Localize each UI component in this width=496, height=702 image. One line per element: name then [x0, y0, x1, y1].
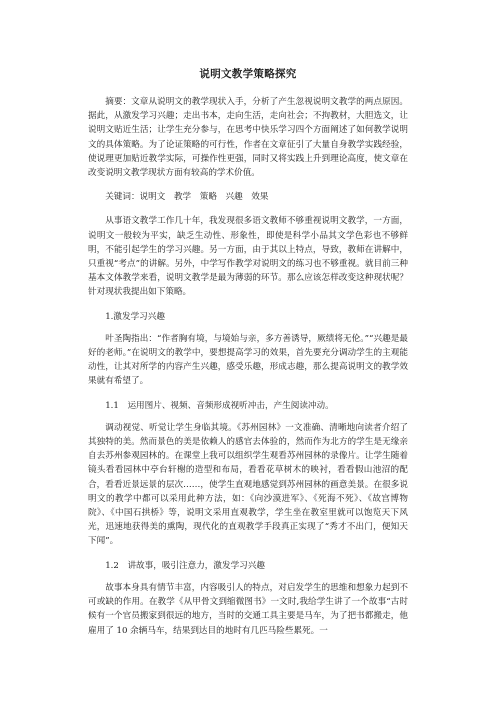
- section-heading-1: 1.激发学习兴趣: [105, 311, 165, 322]
- section-heading-1-1: 1.1 运用图片、视频、音频形成视听冲击，产生阅读冲动。: [105, 400, 334, 411]
- document-title: 说明文教学策略探究: [199, 68, 297, 80]
- body-paragraph-intro: 从事语文教学工作几十年，我发现很多语文教师不够重视说明文教学，一方面，说明文一般较为平实，缺乏生动性、形象性，即使是科学小品其文学色彩也不够鲜明，不能引起学生的学习兴趣。另一方面，由于其以上特点，导致，教师在讲解中，只重视“考点”的讲解。另外，中学写作教学对说明文的练习也不够重视。就目前三种基本文体教学来看，说明文教学是最为薄弱的环节。那么应该怎样改变这种现状呢？针对现状我提出如下策略。: [88, 216, 408, 298]
- section-heading-1-2: 1.2 讲故事，吸引注意力，激发学习兴趣: [105, 560, 265, 571]
- body-paragraph-audiovisual: 调动视觉、听觉让学生身临其境。《苏州园林》一文准确、清晰地向读者介绍了其独特的美。然而景色的美是依赖人的感官去体验的，然而作为北方的学生是无缘亲自去苏州参观园林的。在课堂上我可以组织学生观看苏州园林的录像片。让学生随着镜头看看园林中亭台轩榭的造型和布局，看看花草树木的映衬，看看假山池沼的配合，看看近景远景的层次……，使学生直观地感觉到苏州园林的画意美景。在很多说明文的教学中都可以采用此种方法，如：《向沙漠进军》、《死海不死》、《故宫博物院》、《中国石拱桥》等，说明文采用直观教学，学生坐在教室里就可以饱览天下风光，迅速地获得美的熏陶，现代化的直观教学手段真正实现了“秀才不出门，便知天下闻”。: [88, 422, 408, 547]
- body-paragraph-story: 故事本身具有情节丰富，内容吸引人的特点，对启发学生的思维和想象力起到不可或缺的作用。在教学《从甲骨文到缩微图书》一文时,我给学生讲了一个故事“古时候有一个官员搬家到很远的地方，当时的交通工具主要是马车，为了把书都搬走，他雇用了 10 余辆马车，结果到达目的地时有几匹马险些累死。一: [88, 582, 408, 636]
- abstract-paragraph: 摘要：文章从说明文的教学现状入手，分析了产生忽视说明文教学的两点原因。据此，从激发学习兴趣；走出书本，走向生活，走向社会；不拘教材，大胆选文，让说明文贴近生活；让学生充分参与，在思考中快乐学习四个方面阐述了如何教学说明文的具体策略。为了论证策略的可行性，作者在文章征引了大量自身教学实践经验，使说理更加贴近教学实际，可操作性更强，同时又将实践上升到理论高度，使文章在改变说明文教学现状方面有较高的学术价值。: [88, 97, 408, 179]
- keywords-line: 关键词：说明文 教学 策略 兴趣 效果: [105, 192, 269, 203]
- body-paragraph-interest: 叶圣陶指出：“作者胸有境，与境始与亲，多方善诱导，厥绩将无伦。”“兴趣是最好的老师。”在说明文的教学中，要想提高学习的效果，首先要充分调动学生的主观能动性，让其对所学的内容产生兴趣，感受乐趣，形成志趣，那么提高说明文的教学效果就有希望了。: [88, 333, 408, 387]
